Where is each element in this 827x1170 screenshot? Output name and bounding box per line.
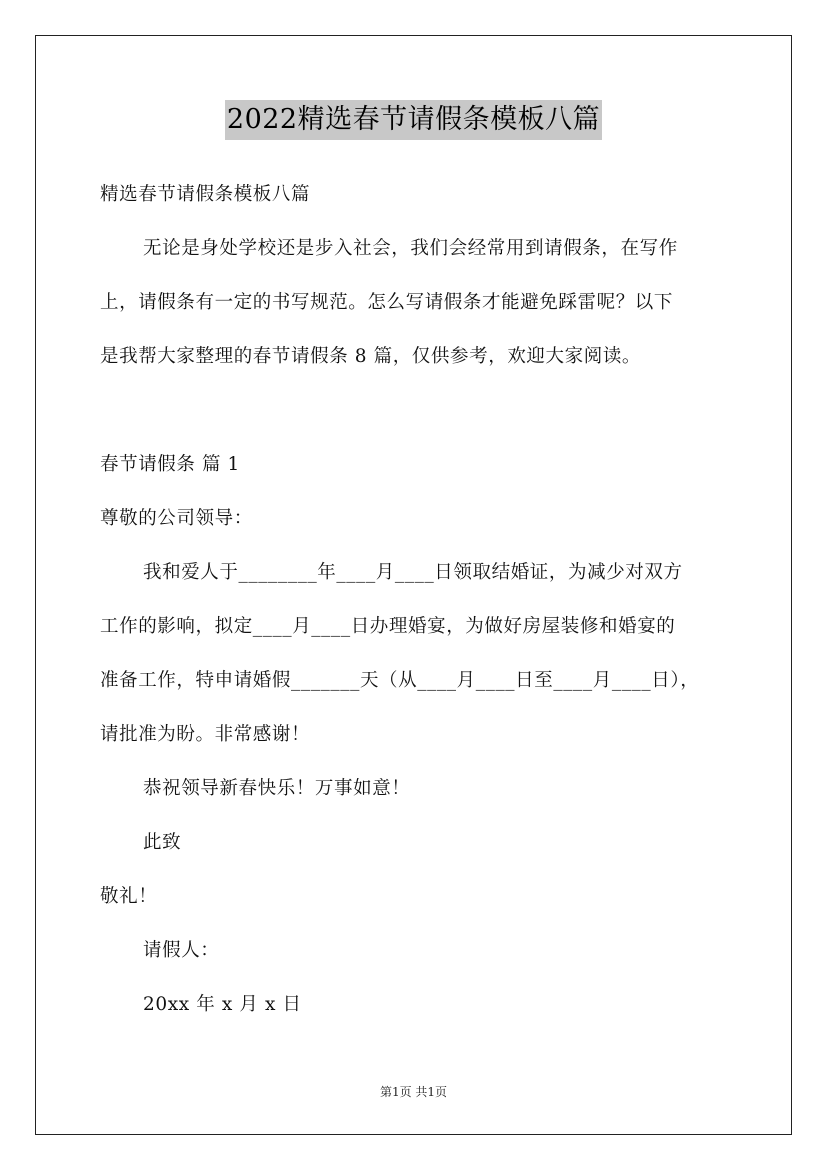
body-line-3: 准备工作，特申请婚假_______天（从____月____日至____月____日）， [100,670,700,691]
wishes: 恭祝领导新春快乐！万事如意！ [143,778,411,799]
intro-line-3: 是我帮大家整理的春节请假条 8 篇，仅供参考，欢迎大家阅读。 [100,346,642,367]
document-subtitle: 精选春节请假条模板八篇 [100,184,311,205]
section-heading: 春节请假条 篇 1 [100,454,240,475]
document-title: 2022精选春节请假条模板八篇 [225,100,602,140]
closing-jing-li: 敬礼！ [100,886,158,907]
title-container [0,100,827,140]
body-line-1: 我和爱人于________年____月____日领取结婚证，为减少对双方 [143,562,683,583]
date-line: 20xx 年 x 月 x 日 [143,994,302,1015]
intro-line-2: 上，请假条有一定的书写规范。怎么写请假条才能避免踩雷呢？以下 [100,292,674,313]
closing-ci-zhi: 此致 [143,832,182,853]
page-footer: 第1页 共1页 [379,1085,448,1099]
salutation: 尊敬的公司领导： [100,508,253,529]
signer-label: 请假人： [143,940,220,961]
body-line-2: 工作的影响，拟定____月____日办理婚宴，为做好房屋装修和婚宴的 [100,616,676,637]
body-line-4: 请批准为盼。非常感谢！ [100,724,311,745]
intro-line-1: 无论是身处学校还是步入社会，我们会经常用到请假条，在写作 [143,238,678,259]
